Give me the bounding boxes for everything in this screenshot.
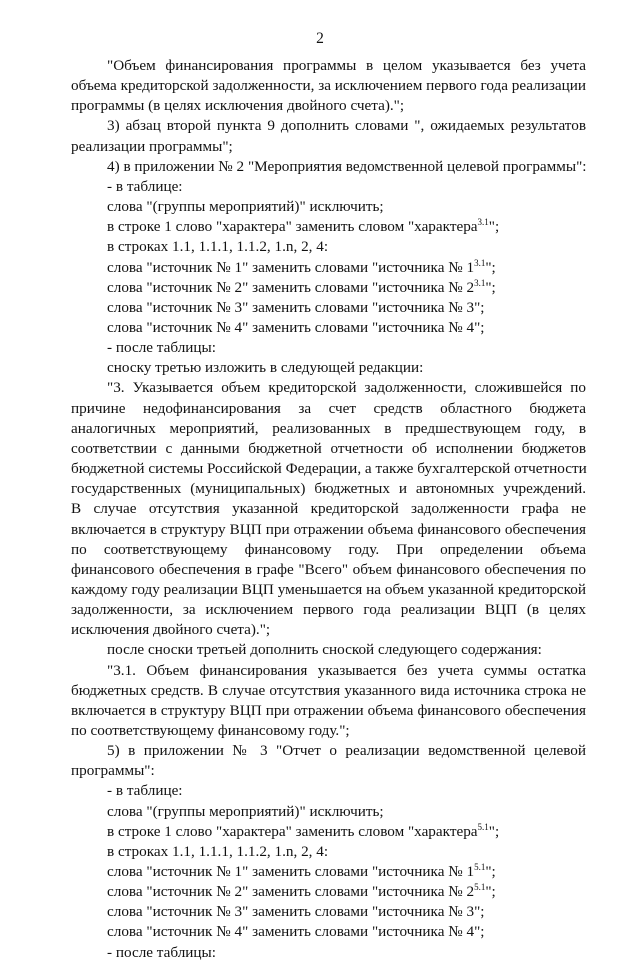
line-text <box>71 138 233 156</box>
line-text-main: слова "источник № 4" заменить словами "источника № 4"; <box>107 923 485 941</box>
line-text <box>107 359 423 377</box>
line-text-tail: "; <box>488 218 500 236</box>
line-text <box>107 782 183 800</box>
line-text <box>71 521 586 539</box>
line-text-main: причине недофинансирования за счет средств областного бюджета <box>71 399 586 417</box>
line-text <box>107 178 183 196</box>
line-text-main: "3. Указывается объем кредиторской задолженности, сложившейся по <box>107 379 586 397</box>
line-text-tail: "; <box>485 258 496 276</box>
line-text <box>107 903 485 921</box>
line-text-main: после сноски третьей дополнить сноской следующего содержания: <box>107 641 542 659</box>
line-text <box>107 218 499 236</box>
line-text <box>71 440 586 458</box>
line-text-main: слова "источник № 2" заменить словами "источника № 2 <box>107 883 475 901</box>
line-text <box>107 279 496 297</box>
line-text <box>71 581 586 599</box>
line-text-main: в строке 1 слово "характера" заменить словом "характера <box>107 218 478 236</box>
line-text <box>71 601 586 619</box>
line-text <box>107 803 384 821</box>
line-text-main: программы (в целях исключения двойного счета)."; <box>71 97 405 115</box>
line-text <box>71 420 586 438</box>
line-text-main: 5) в приложении № 3 "Отчет о реализации ведомственной целевой <box>107 742 586 760</box>
line-text-main: финансового обеспечения в графе "Всего" объем финансового обеспечения по <box>71 560 586 578</box>
footnote-superscript: 3.1 <box>477 217 489 228</box>
footnote-superscript: 3.1 <box>474 277 486 288</box>
line-text <box>71 500 586 518</box>
line-text-main: в строке 1 слово "характера" заменить словом "характера <box>107 822 478 840</box>
line-text-tail: "; <box>485 863 496 880</box>
footnote-superscript: 5.1 <box>474 862 486 872</box>
line-text-main: объема кредиторской задолженности, за исключением первого года реализации <box>71 77 587 95</box>
line-text-main: каждому году реализации ВЦП уменьшается на объем указанной кредиторской <box>71 580 586 598</box>
line-text <box>71 762 155 780</box>
line-text-main: "Объем финансирования программы в целом указывается без учета <box>107 57 586 74</box>
line-text-main: включается в структуру ВЦП при отражении объема финансового обеспечения <box>71 520 586 538</box>
line-text <box>107 883 496 901</box>
line-text-main: аналогичных мероприятий, реализованных в предшествующем году, в <box>71 419 586 437</box>
line-text-main: бюджетной системы Российской Федерации, а также бухгалтерской отчетности <box>71 460 587 477</box>
line-text <box>107 379 586 397</box>
line-text <box>107 57 586 75</box>
line-text-main: в строках 1.1, 1.1.1, 1.1.2, 1.n, 2, 4: <box>107 238 329 256</box>
footnote-superscript: 3.1 <box>474 257 486 268</box>
line-text <box>71 621 270 639</box>
line-text-main: слова "источник № 3" заменить словами "источника № 3"; <box>107 298 485 316</box>
line-text-tail: "; <box>485 278 496 296</box>
line-text <box>107 662 586 680</box>
line-text <box>107 117 586 135</box>
line-text-main: слова "источник № 3" заменить словами "источника № 3"; <box>107 903 485 921</box>
line-text <box>71 480 586 498</box>
line-text <box>71 97 404 115</box>
footnote-superscript: 5.1 <box>477 821 489 832</box>
line-text <box>107 238 328 256</box>
line-text-main: по соответствующему финансовому году. При определении объема <box>71 540 586 558</box>
line-text <box>107 319 485 337</box>
line-text-main: задолженности, за исключением первого года реализации ВЦП (в целях <box>71 601 586 618</box>
line-text <box>107 158 587 176</box>
line-text <box>107 339 216 357</box>
line-text <box>107 641 542 659</box>
line-text <box>71 541 586 559</box>
line-text <box>107 742 586 760</box>
page-number: 2 <box>316 30 324 47</box>
line-text-main: слова "(группы мероприятий)" исключить; <box>107 198 384 215</box>
footnote-superscript: 5.1 <box>474 882 486 893</box>
line-text-main: 4) в приложении № 2 "Мероприятия ведомственной целевой программы": <box>107 157 587 175</box>
line-text-main: в строках 1.1, 1.1.1, 1.1.2, 1.n, 2, 4: <box>107 842 329 860</box>
line-text-main: включается в структуру ВЦП при отражении объема финансового обеспечения <box>71 701 586 719</box>
line-text-main: слова "источник № 1" заменить словами "источника № 1 <box>107 258 475 276</box>
line-text-main: соответствии с данными бюджетной отчетности об исполнении бюджетов <box>71 439 586 457</box>
line-text <box>71 702 586 720</box>
line-text <box>107 198 384 216</box>
line-text <box>107 923 485 941</box>
line-text <box>107 259 496 277</box>
line-text <box>107 863 496 881</box>
line-text-main: "3.1. Объем финансирования указывается без учета суммы остатка <box>107 661 586 679</box>
line-text-main: по соответствующему финансовому году."; <box>71 721 350 739</box>
line-text-main: слова "источник № 4" заменить словами "источника № 4"; <box>107 318 485 336</box>
line-text <box>71 561 586 579</box>
line-text-main: слова "источник № 2" заменить словами "источника № 2 <box>107 278 475 296</box>
line-text-main: - в таблице: <box>107 177 183 195</box>
line-text-main: исключения двойного счета)."; <box>71 621 271 639</box>
line-text <box>107 823 499 841</box>
line-text <box>71 460 586 478</box>
line-text <box>107 299 485 317</box>
line-text-main: - в таблице: <box>107 782 183 800</box>
line-text-main: 3) абзац второй пункта 9 дополнить словами ", ожидаемых результатов <box>107 117 586 135</box>
line-text <box>71 400 586 418</box>
line-text-main: слова "(группы мероприятий)" исключить; <box>107 802 384 820</box>
line-text-main: - после таблицы: <box>107 943 216 961</box>
line-text <box>107 843 328 861</box>
line-text-tail: "; <box>488 822 500 840</box>
line-text-tail: "; <box>485 883 496 901</box>
line-text-main: - после таблицы: <box>107 339 216 357</box>
line-text <box>71 722 350 740</box>
line-text <box>107 944 216 962</box>
line-text-main: государственных (муниципальных) бюджетных и автономных учреждений. <box>71 480 586 498</box>
line-text-main: сноску третью изложить в следующей редакции: <box>107 359 424 377</box>
line-text-main: В случае отсутствия указанной кредиторской задолженности графа не <box>71 500 586 518</box>
line-text-main: реализации программы"; <box>71 137 233 155</box>
line-text-main: программы": <box>71 762 155 780</box>
line-text <box>71 77 586 95</box>
line-text-main: слова "источник № 1" заменить словами "источника № 1 <box>107 863 475 880</box>
line-text-main: бюджетных средств. В случае отсутствия указанного вида источника строка не <box>71 681 586 699</box>
line-text <box>71 682 586 700</box>
